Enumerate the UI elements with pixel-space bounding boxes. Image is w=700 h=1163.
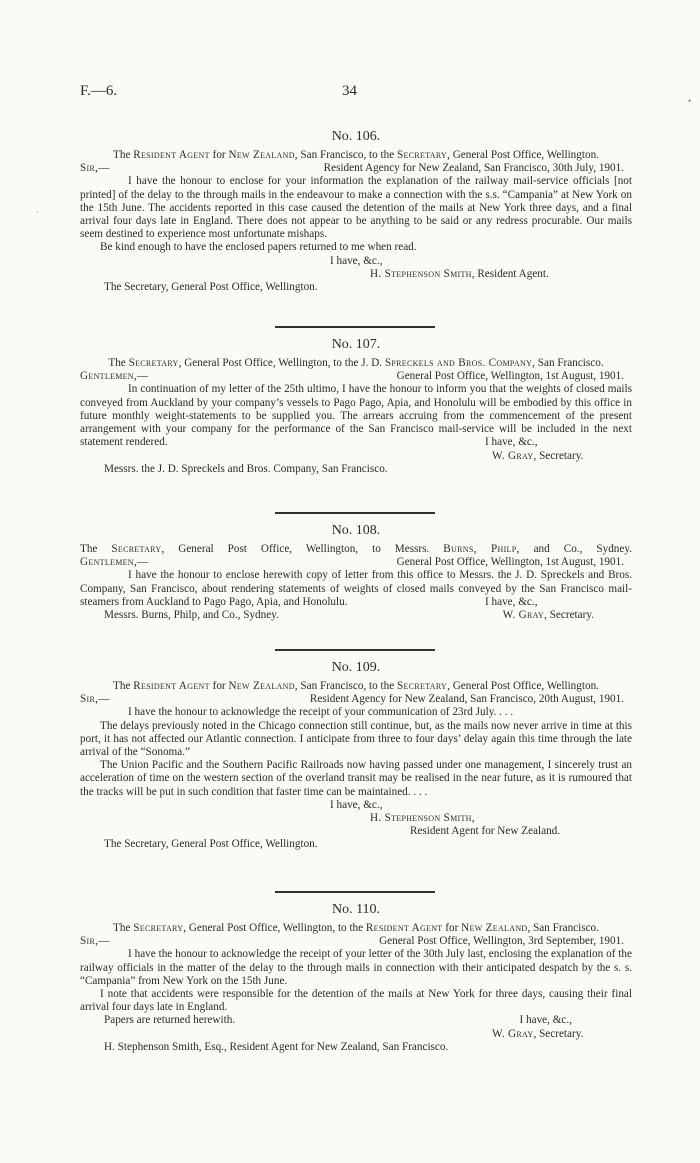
salutation-line: Sir,— Resident Agency for New Zealand, San Francisco, 30th July, 1901. [80,162,632,175]
paragraph: In continuation of my letter of the 25th ultimo, I have the honour to inform you that the weights of closed mails conveyed from Auckland by your company’s vessels to Pago Pago, Apia, and Honolulu will be embodied by this office in future monthly weight-statements to be supplied you. The arrears accruing from the commencement of the present arrangement with your company for the performance of the San Francisco mail-service will be included in the next statement rendered. [80,383,632,449]
letter-109 [80,659,632,852]
letter-number: No. 110. [331,902,381,917]
speck: · [36,207,39,217]
addressee: The Secretary, General Post Office, Wellington. [104,281,318,294]
signature: W. Gray, Secretary. [492,449,584,462]
letter-heading: The Secretary, General Post Office, Wellington, to the Resident Agent for New Zealand, San Francisco. [113,922,599,934]
letter-106 [80,128,632,294]
page-number: 34 [342,83,357,99]
paragraph: Papers are returned herewith. [104,1014,236,1027]
page-reference: F.—6. [80,83,118,99]
addressee: Messrs. the J. D. Spreckels and Bros. Company, San Francisco. [104,462,388,475]
letter-number: No. 106. [331,129,381,144]
closing: I have, &c., [330,798,383,811]
dateline: General Post Office, Wellington, 3rd September, 1901. [379,935,624,948]
signature-title: Resident Agent for New Zealand. [410,825,561,838]
letter-107 [80,336,632,476]
salutation-line: Sir,— General Post Office, Wellington, 3rd September, 1901. [80,935,632,948]
signature-line [80,609,632,622]
section-rule [275,326,435,328]
salutation-line: Sir,— Resident Agency for New Zealand, San Francisco, 20th August, 1901. [80,693,632,706]
letter-number: No. 108. [331,523,381,538]
letter-number: No. 107. [331,337,381,352]
paragraph: The Union Pacific and the Southern Pacific Railroads now having passed under one management, I sincerely trust an acceleration of time on the western section of the overland transit may be realised in the near future, as it is rumoured that the tracks will be put in such condition that faster time can be maintained. . . . [80,759,632,798]
letter-heading: The Resident Agent for New Zealand, San Francisco, to the Secretary, General Post Office, Wellington. [113,149,599,161]
paragraph: I have the honour to acknowledge the receipt of your letter of the 30th July last, enclosing the explanation of the railway officials in the matter of the delay to the through mails in connection with their anticipated despatch by the s. s. “Campania” from New York on the 15th June. [80,948,632,987]
closing: I have, &c., [519,1014,572,1027]
addressee: Messrs. Burns, Philp, and Co., Sydney. [104,609,279,622]
dateline: Resident Agency for New Zealand, San Francisco, 30th July, 1901. [323,162,624,175]
letter-heading: The Secretary, General Post Office, Wellington, to Messrs. Burns, Philp, and Co., Sydney. [80,543,633,555]
closing: I have, &c., [330,254,383,267]
signature: W. Gray, Secretary. [502,609,594,622]
paragraph: I have the honour to enclose for your information the explanation of the railway mail-service officials [not printed] of the delay to the through mails in the endeavour to make a connection with the s.s. “Campania” at New York on the 15th June. The accidents reported in this case caused the detention of the mails at New York three days, and a final arrival four days late in England. There does not appear to be anything to be said or any redress procurable. Our mails seem destined to experience most unfortunate mishaps. [80,175,632,241]
closing-line [80,1014,632,1027]
addressee: The Secretary, General Post Office, Wellington. [104,838,318,851]
dateline: General Post Office, Wellington, 1st August, 1901. [396,556,624,569]
letter-110 [80,901,632,1054]
letter-108 [80,522,632,622]
signature: W. Gray, Secretary. [492,1027,584,1040]
closing: I have, &c., [485,436,538,449]
letter-heading: The Resident Agent for New Zealand, San Francisco, to the Secretary, General Post Office, Wellington. [113,680,599,692]
paragraph: I note that accidents were responsible for the detention of the mails at New York for three days, causing their final arrival four days late in England. [80,988,632,1014]
section-rule [275,512,435,514]
signature: H. Stephenson Smith, [370,812,475,825]
dateline: Resident Agency for New Zealand, San Francisco, 20th August, 1901. [309,693,624,706]
signature: H. Stephenson Smith, Resident Agent. [370,267,549,280]
paragraph: The delays previously noted in the Chicago connection still continue, but, as the mails now never arrive in time at this port, it has not affected our Atlantic connection. I anticipate from three to four days’ delay again this time through the late arrival of the “Sonoma.” [80,719,632,759]
paragraph: Be kind enough to have the enclosed papers returned to me when read. [100,241,417,254]
closing: I have, &c., [485,596,538,609]
paragraph: I have the honour to enclose herewith copy of letter from this office to Messrs. the J. D. Spreckels and Bros. Company, San Francisco, about rendering statements of weights of closed mails conveyed by the San Francisco mail-steamers from Auckland to Pago Pago, Apia, and Honolulu. [80,569,632,608]
paragraph: I have the honour to acknowledge the receipt of your communication of 23rd July. . . . [128,706,514,719]
salutation-line: Gentlemen,— General Post Office, Wellington, 1st August, 1901. [80,556,632,569]
letter-number: No. 109. [331,660,381,675]
salutation-line: Gentlemen,— General Post Office, Wellington, 1st August, 1901. [80,370,632,383]
speck: • [688,96,692,106]
section-rule [275,649,435,651]
letter-heading: The Secretary, General Post Office, Wellington, to the J. D. Spreckels and Bros. Company, San Francisco. [108,357,604,369]
dateline: General Post Office, Wellington, 1st August, 1901. [396,370,624,383]
section-rule [275,891,435,893]
addressee: H. Stephenson Smith, Esq., Resident Agent for New Zealand, San Francisco. [104,1040,449,1053]
